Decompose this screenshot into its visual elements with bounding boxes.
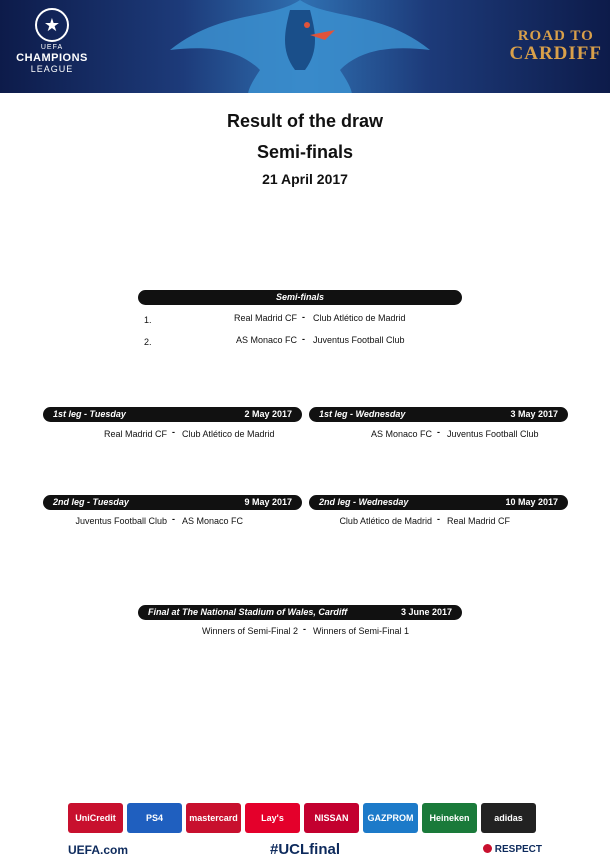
tie-number: 2.	[144, 337, 152, 347]
document-titles	[0, 110, 610, 188]
uefa-com-link[interactable]: UEFA.com	[68, 843, 129, 857]
page-subtitle: Semi-finals	[256, 142, 354, 162]
dragon-icon	[150, 0, 450, 93]
leg-label: 1st leg - Wednesday	[319, 409, 406, 419]
match-home-team: Juventus Football Club	[75, 516, 167, 526]
leg-bar-1st-wednesday	[309, 407, 568, 422]
draw-header-label: Semi-finals	[275, 292, 324, 302]
leg-date: 10 May 2017	[505, 497, 558, 507]
road-to-text: ROAD TO	[517, 28, 594, 44]
match-separator: -	[172, 514, 175, 524]
sponsor-logo-ps4: PS4	[127, 803, 182, 833]
match-home-team: Real Madrid CF	[103, 429, 167, 439]
match-away-team: Real Madrid CF	[447, 516, 511, 526]
respect-logo	[483, 844, 542, 855]
match-home-team: Club Atlético de Madrid	[339, 516, 432, 526]
match-away-team: AS Monaco FC	[182, 516, 244, 526]
starball-icon: ★	[35, 8, 69, 42]
respect-icon	[483, 844, 492, 853]
respect-text: RESPECT	[494, 844, 542, 855]
cardiff-text: CARDIFF	[509, 43, 602, 64]
leg-date: 9 May 2017	[244, 497, 292, 507]
logo-champions-text: CHAMPIONS	[16, 52, 88, 64]
champions-league-logo	[12, 8, 92, 86]
leg-bar-2nd-wednesday	[309, 495, 568, 510]
sponsor-logo-gazprom: GAZPROM	[363, 803, 418, 833]
match-separator: -	[437, 427, 440, 437]
tie-home-team: AS Monaco FC	[235, 335, 297, 345]
sponsor-logo-unicredit: UniCredit	[68, 803, 123, 833]
leg-label: 2nd leg - Tuesday	[53, 497, 129, 507]
match-separator: -	[437, 514, 440, 524]
final-away-team: Winners of Semi-Final 1	[313, 626, 410, 636]
final-home-team: Winners of Semi-Final 2	[201, 626, 298, 636]
leg-bar-2nd-tuesday	[43, 495, 302, 510]
tie-separator: -	[302, 334, 305, 344]
final-date: 3 June 2017	[400, 607, 452, 617]
sponsor-logo-heineken: Heineken	[422, 803, 477, 833]
draw-date: 21 April 2017	[262, 171, 348, 187]
draw-header-bar	[138, 290, 462, 305]
leg-bar-1st-tuesday	[43, 407, 302, 422]
tie-away-team: Juventus Football Club	[313, 335, 405, 345]
match-away-team: Club Atlético de Madrid	[182, 429, 275, 439]
match-home-team: AS Monaco FC	[370, 429, 432, 439]
match-separator: -	[172, 427, 175, 437]
sponsor-logo-adidas: adidas	[481, 803, 536, 833]
tie-number: 1.	[144, 315, 152, 325]
tie-separator: -	[302, 312, 305, 322]
tie-away-team: Club Atlético de Madrid	[313, 313, 406, 323]
final-separator: -	[303, 624, 306, 634]
leg-date: 3 May 2017	[510, 409, 558, 419]
logo-league-text: LEAGUE	[30, 64, 74, 74]
header-banner	[0, 0, 610, 93]
sponsor-logo-mastercard: mastercard	[186, 803, 241, 833]
leg-label: 1st leg - Tuesday	[53, 409, 126, 419]
tie-home-team: Real Madrid CF	[233, 313, 297, 323]
leg-label: 2nd leg - Wednesday	[319, 497, 409, 507]
page-title: Result of the draw	[226, 111, 383, 131]
leg-date: 2 May 2017	[244, 409, 292, 419]
sponsor-logo-nissan: NISSAN	[304, 803, 359, 833]
hashtag-text: #UCLfinal	[269, 841, 340, 858]
road-to-cardiff-logo	[510, 28, 603, 64]
final-bar	[138, 605, 462, 620]
match-away-team: Juventus Football Club	[447, 429, 539, 439]
sponsor-logo-lays: Lay's	[245, 803, 300, 833]
logo-uefa-text: UEFA	[40, 44, 64, 51]
final-label: Final at The National Stadium of Wales, Cardiff	[148, 607, 348, 617]
